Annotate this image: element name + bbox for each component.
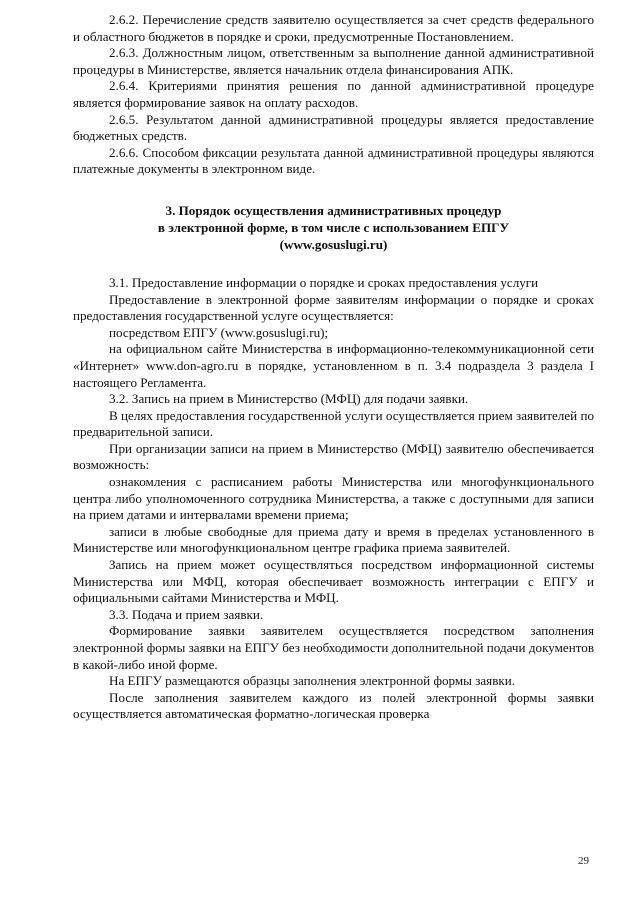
paragraph-2-6-5: 2.6.5. Результатом данной административной процедуры является предоставление бюджетных средств. — [73, 111, 594, 144]
paragraph-registration-options: При организации записи на прием в Министерство (МФЦ) заявителю обеспечивается возможность: — [73, 440, 594, 473]
paragraph-3-2: 3.2. Запись на прием в Министерство (МФЦ) для подачи заявки. — [109, 391, 469, 407]
paragraph-via-epgu: посредством ЕПГУ (www.gosuslugi.ru); — [109, 324, 329, 340]
section-heading-line-2: в электронной форме, в том числе с использованием ЕПГУ — [157, 219, 510, 235]
paragraph-format-check: После заполнения заявителем каждого из полей электронной формы заявки осуществляется автоматическая форматно-логическая проверка — [73, 689, 594, 722]
paragraph-2-6-2: 2.6.2. Перечисление средств заявителю осуществляется за счет средств федерального и областного бюджетов в порядке и сроки, предусмотренные Постановлением. — [73, 12, 594, 44]
paragraph-free-slots: записи в любые свободные для приема дату и время в пределах установленного в Министерстве или многофункциональном центре графика приема заявителей. — [73, 523, 594, 556]
section-heading-line-1: 3. Порядок осуществления административных процедур — [165, 202, 502, 218]
section-heading — [73, 202, 594, 253]
document-page — [73, 12, 594, 723]
paragraph-3-3: 3.3. Подача и прием заявки. — [109, 606, 264, 622]
paragraph-official-site: на официальном сайте Министерства в информационно-телекоммуникационной сети «Интернет» www.don-agro.ru в порядке, установленном в п. 3.4 подраздела 3 раздела I настоящего Регламента. — [73, 341, 594, 390]
paragraph-schedule-review: ознакомления с расписанием работы Министерства или многофункционального центра либо уполномоченного сотрудника Министерства, а также с доступными для записи на прием датами и интервалами времени приема; — [73, 474, 594, 523]
page-number: 29 — [578, 855, 589, 867]
paragraph-2-6-3: 2.6.3. Должностным лицом, ответственным за выполнение данной административной процедуры в Министерстве, является начальник отдела финансирования АПК. — [73, 45, 594, 77]
paragraph-2-6-6: 2.6.6. Способом фиксации результата данной административной процедуры являются платежные документы в электронном виде. — [73, 144, 594, 177]
paragraph-2-6-4: 2.6.4. Критериями принятия решения по данной административной процедуре является формирование заявок на оплату расходов. — [73, 78, 594, 110]
paragraph-info-provision: Предоставление в электронной форме заявителям информации о порядке и сроках предоставления государственной услуге осуществляется: — [73, 291, 594, 324]
paragraph-pre-registration: В целях предоставления государственной услуги осуществляется прием заявителей по предварительной записи. — [73, 407, 594, 440]
paragraph-3-1: 3.1. Предоставление информации о порядке и сроках предоставления услуги — [109, 274, 539, 290]
paragraph-info-system: Запись на прием может осуществляться посредством информационной системы Министерства или МФЦ, которая обеспечивает возможность интеграции с ЕПГУ и официальными сайтами Министерства и МФЦ. — [73, 557, 594, 606]
paragraph-samples: На ЕПГУ размещаются образцы заполнения электронной формы заявки. — [109, 673, 516, 689]
section-heading-line-3: (www.gosuslugi.ru) — [279, 236, 388, 252]
paragraph-application-form: Формирование заявки заявителем осуществляется посредством заполнения электронной формы заявки на ЕПГУ без необходимости дополнительной подачи документов в какой-либо иной форме. — [73, 623, 594, 672]
